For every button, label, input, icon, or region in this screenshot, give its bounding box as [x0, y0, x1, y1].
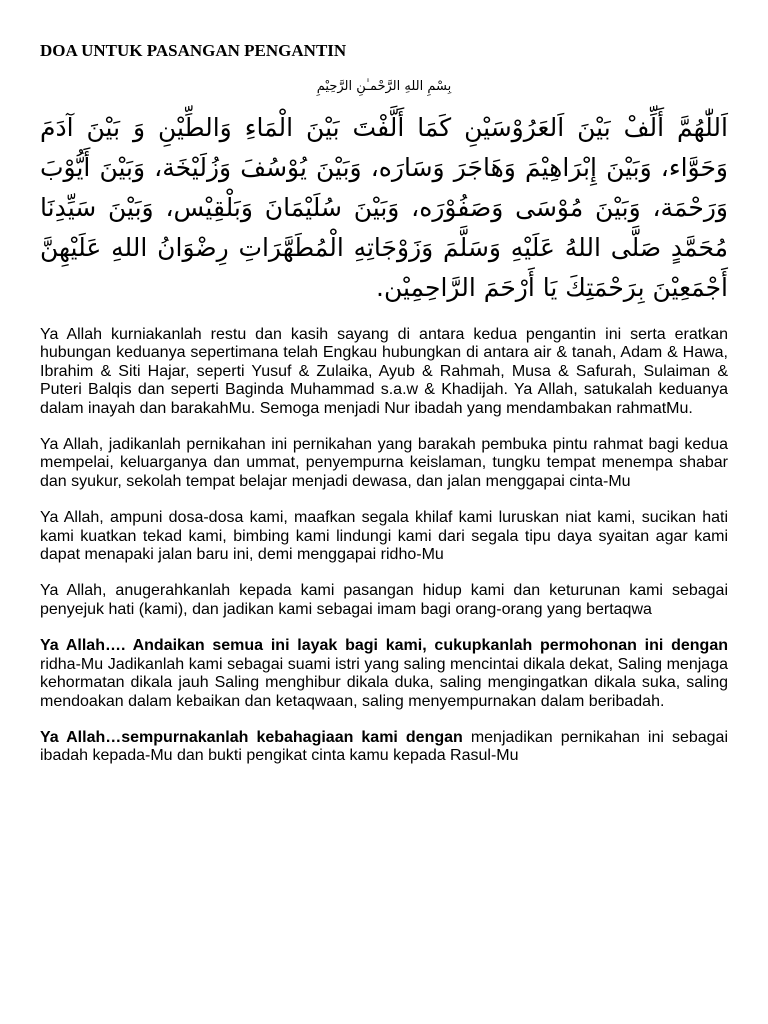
basmala: بِسْمِ اللهِ الرَّحْمـٰنِ الرَّحِيْمِ	[316, 79, 452, 94]
paragraph-3-text: Ya Allah, ampuni dosa-dosa kami, maafkan segala khilaf kami luruskan niat kami, sucikan hati kami kuatkan tekad kami, bimbing kami lindungi kami dari segala tipu daya syaitan agar kami dapat menapaki jalan baru ini, demi menggapai ridho-Mu	[40, 509, 728, 564]
paragraph-4	[40, 582, 728, 619]
paragraph-6-text: menjadikan pernikahan ini sebagai ibadah kepada-Mu dan bukti pengikat cinta kamu kepada Rasul-Mu	[40, 728, 728, 765]
paragraph-5-bold-lead: Ya Allah…. Andaikan semua ini layak bagi kami, cukupkanlah permohonan ini dengan	[40, 637, 728, 655]
paragraph-3	[40, 509, 728, 564]
paragraph-5-text: ridha-Mu Jadikanlah kami sebagai suami istri yang saling mencintai dikala dekat, Saling menjaga kehormatan dikala jauh Saling menghibur dikala duka, saling mengingatkan dikala suka, saling mendoakan dalam kebaikan dan ketaqwaan, saling menyempurnakan dalam beribadah.	[40, 655, 728, 710]
paragraph-1	[40, 326, 728, 418]
paragraph-2	[40, 436, 728, 491]
paragraph-2-text: Ya Allah, jadikanlah pernikahan ini pernikahan yang barakah pembuka pintu rahmat bagi kedua mempelai, keluarganya dan ummat, penyempurna keislaman, tungku tempat menempa shabar dan syukur, sekolah tempat belajar menjadi dewasa, dan jalan menggapai cinta-Mu	[40, 436, 728, 490]
document-page	[40, 40, 728, 766]
paragraph-6-bold-lead: Ya Allah…sempurnakanlah kebahagiaan kami dengan	[40, 728, 463, 746]
paragraph-4-text: Ya Allah, anugerahkanlah kepada kami pasangan hidup kami dan keturunan kami sebagai penyejuk hati (kami), dan jadikan kami sebagai imam bagi orang-orang yang bertaqwa	[40, 582, 728, 618]
paragraph-5	[40, 637, 728, 711]
document-title: DOA UNTUK PASANGAN PENGANTIN	[40, 41, 347, 60]
paragraph-1-text: Ya Allah kurniakanlah restu dan kasih sayang di antara kedua pengantin ini serta eratkan hubungan keduanya sepertimana telah Engkau hubungkan di antara air & tanah, Adam & Hawa, Ibrahim & Siti Hajar, seperti Yusuf & Zulaika, Ayub & Rahmah, Musa & Safurah, Sulaiman & Puteri Balqis dan seperti Baginda Muhammad s.a.w & Khadijah. Ya Allah, satukalah keduanya dalam inayah dan barakahMu. Semoga menjadi Nur ibadah yang mendambakan rahmatMu.	[40, 326, 728, 417]
paragraph-6	[40, 729, 728, 766]
arabic-prayer: اَللّٰهُمَّ أَلِّفْ بَيْنَ اَلعَرُوْسَيْنِ كَمَا أَلَّفْتَ بَيْنَ الْمَاءِ وَالطِّيْنِ وَ بَيْنَ آدَمَ وَحَوَّاء، وَبَيْنَ إِبْرَاهِيْمَ وَهَاجَرَ وَسَارَه، وَبَيْنَ يُوْسُفَ وَزُلَيْخَة، وَبَيْنَ أَيُّوْبَ وَرَحْمَة، وَبَيْنَ مُوْسَى وَصَفُوْرَه، وَبَيْنَ سُلَيْمَانَ وَبَلْقِيْس، وَبَيْنَ سَيِّدِنَا مُحَمَّدٍ صَلَّى اللهُ عَلَيْهِ وَسَلَّمَ وَزَوْجَاتِهِ الْمُطَهَّرَاتِ رِضْوَانُ اللهِ عَلَيْهِنَّ أَجْمَعِيْنَ بِرَحْمَتِكَ يَا أَرْحَمَ الرَّاحِمِيْن.	[40, 113, 728, 302]
